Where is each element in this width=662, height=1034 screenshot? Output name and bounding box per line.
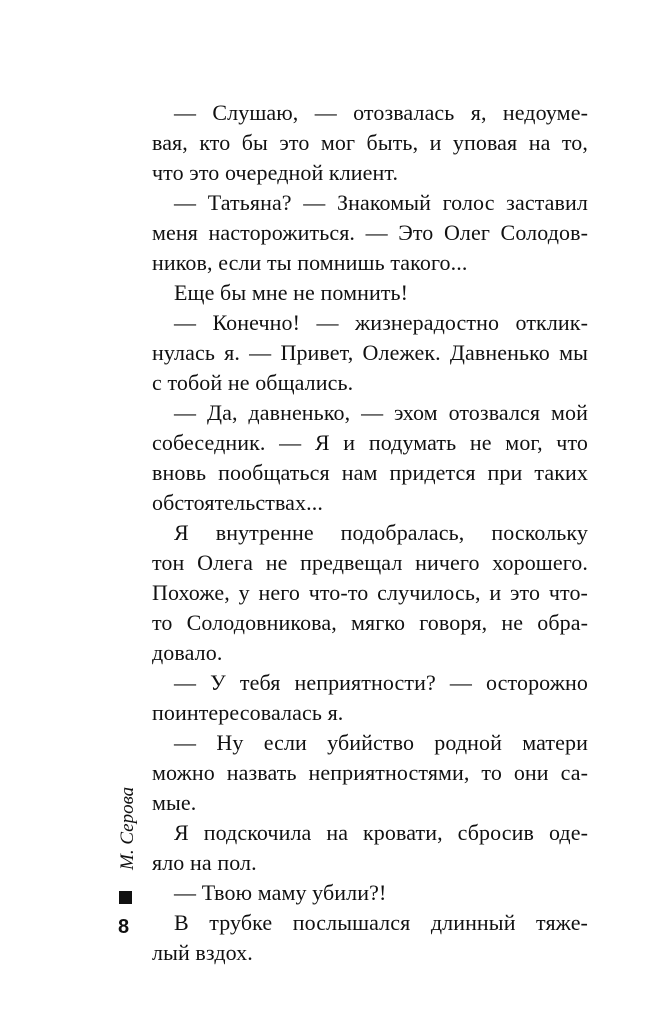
text-line: — Конечно! — жизнерадостно отклик- [174,310,588,335]
running-head-author: М. Серова [117,786,138,870]
text-line: ников, если ты помнишь такого... [152,250,468,275]
text-line: — Татьяна? — Знакомый голос заставил [174,190,588,215]
text-line: мые. [152,790,197,815]
text-line: — Слушаю, — отозвалась я, недоуме- [174,100,588,125]
running-head-square-marker [119,891,132,904]
text-line: — У тебя неприятности? — осторожно [174,670,588,695]
text-line: тон Олега не предвещал ничего хорошего. [152,550,588,575]
text-line: — Твою маму убили?! [174,880,387,905]
text-line: лый вздох. [152,940,253,965]
text-line: Я подскочила на кровати, сбросив оде- [174,820,588,845]
text-line: В трубке послышался длинный тяже- [174,910,588,935]
text-line: что это очередной клиент. [152,160,399,185]
text-line: Еще бы мне не помнить! [174,280,409,305]
page-number: 8 [118,916,130,938]
text-line: яло на пол. [152,850,257,875]
text-line: — Да, давненько, — эхом отозвался мой [174,400,588,425]
text-line: то Солодовникова, мягко говоря, не обра- [152,610,588,635]
text-line: с тобой не общались. [152,370,354,395]
text-line: собеседник. — Я и подумать не мог, что [152,430,588,455]
text-line: меня насторожиться. — Это Олег Солодов- [152,220,588,245]
text-line: Я внутренне подобралась, поскольку [174,520,588,545]
text-line: — Ну если убийство родной матери [174,730,588,755]
text-line: Похоже, у него что-то случилось, и это что- [152,580,588,605]
text-line: довало. [152,640,223,665]
text-line: нулась я. — Привет, Олежек. Давненько мы [152,340,588,365]
text-line: вновь пообщаться нам придется при таких [152,460,588,485]
body-text [152,98,588,968]
text-line: можно назвать неприятностями, то они са- [152,760,588,785]
text-line: поинтересовалась я. [152,700,344,725]
text-line: вая, кто бы это мог быть, и уповая на то, [152,130,588,155]
text-line: обстоятельствах... [152,490,323,515]
